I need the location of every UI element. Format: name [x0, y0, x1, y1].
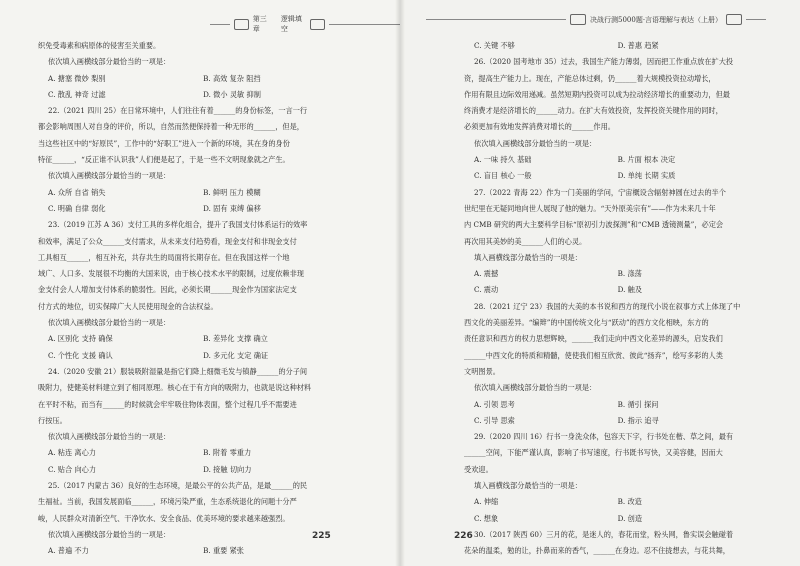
answer-options-row	[464, 511, 784, 527]
question-text: 26.（2020 国考地市 35）过去，我国生产能力薄弱，因而把工作重点放在扩大投	[474, 57, 734, 67]
question-prompt: 依次填入画横线部分最恰当的一项是：	[48, 171, 171, 181]
answer-option: D. 微小 灵敏 抑制	[203, 89, 261, 99]
header-ornament-icon	[310, 19, 325, 30]
answer-options-row	[38, 348, 382, 364]
question-prompt: 依次填入画横线部分最恰当的一项是：	[48, 432, 171, 442]
answer-option: A. 众所 自省 销失	[48, 187, 106, 197]
answer-options-row	[38, 185, 382, 201]
body-text-line: 工具相互______，相互补充，共存共生的局面将长期存在。但在我国这样一个地	[38, 252, 290, 262]
answer-option: C. 个性化 支援 确认	[48, 350, 113, 360]
answer-option: D. 普惠 趋紧	[617, 41, 659, 50]
body-text-line: 作用有限且边际效用递减。虽然短期内投资可以成为拉动经济增长的重要动力，但最	[464, 89, 730, 99]
answer-options-row	[464, 266, 784, 282]
body-text-line: 吸附力，使健美材料建立到了相同原理。核心在于有方向的吸附力，也就是说这种材料	[38, 383, 312, 393]
answer-options-row	[464, 38, 784, 54]
answer-option: D. 指示 追寻	[617, 415, 659, 425]
answer-option: D. 单纯 长期 实质	[617, 171, 676, 181]
answer-option: A. 普遍 不力	[48, 546, 89, 556]
header-rule	[210, 24, 230, 25]
body-text-line: 内 CMB 研究的两大主要科学目标“原初引力波探测”和“CMB 透镜测量”，必定会	[464, 220, 724, 230]
answer-options-row	[464, 282, 784, 298]
question-text: 28.（2021 辽宁 23）我国的大美的本书说和西方的现代小说在叙事方式上体现了中	[474, 301, 741, 311]
question-prompt: 依次填入画横线部分最恰当的一项是：	[474, 383, 597, 393]
answer-option: D. 多元化 支定 确证	[203, 350, 269, 360]
answer-option: A. 引领 思考	[474, 399, 515, 409]
answer-options-row	[38, 445, 382, 461]
header-ornament-icon	[726, 14, 742, 25]
question-text: 29.（2020 四川 16）行书一身洗众体，包容天下字，行书处在楷、草之间，最有	[474, 432, 734, 442]
body-text-line: 织免受毒素和病原体的侵害至关重要。	[38, 41, 161, 50]
answer-options-row	[464, 152, 784, 168]
question-text: 24.（2020 安徽 21）服装吸附湿量是指它们降上细微毛发与镇静______的分子间	[48, 366, 308, 376]
header-rule	[329, 24, 400, 25]
answer-option: B. 改造	[617, 497, 642, 507]
answer-option: B. 鲜明 压力 模糊	[203, 187, 261, 197]
answer-option: A. 搪塞 微妙 梨别	[48, 73, 106, 83]
answer-option: A. 一味 持久 基础	[474, 155, 532, 165]
question-text: 25.（2017 内蒙古 36）良好的生态环境，是最公平的公共产品，是最______的民	[48, 481, 308, 491]
answer-option: B. 循引 探问	[617, 399, 659, 409]
body-text-line: 受欢迎。	[464, 464, 493, 474]
answer-option: C. 散乱 神奇 过滤	[48, 89, 106, 99]
question-prompt: 填入画横线部分最恰当的一项是：	[474, 481, 582, 491]
right-page-text	[464, 38, 784, 560]
body-text-line: 文明图景。	[464, 366, 500, 376]
body-text-line: 都会影响周围人对自身的评价，所以，自然而然便保持着一种无形的______，但是，	[38, 122, 304, 132]
answer-option: C. 盲目 核心 一般	[474, 171, 532, 181]
question-prompt: 依次填入画横线部分最恰当的一项是：	[48, 318, 171, 328]
answer-options-row	[38, 71, 382, 87]
body-text-line: 当这些社区中的“好原民”，工作中的“好职工”进入一个新的环境，其在身的身份	[38, 138, 290, 148]
body-text-line: 生福祉。当前，我国发展面临______，环境污染严重，生态系统退化的问题十分严	[38, 497, 297, 507]
answer-option: B. 高效 复杂 阻挡	[203, 73, 261, 83]
answer-option: D. 接触 切向力	[203, 464, 252, 474]
answer-options-row	[38, 543, 382, 559]
header-rule	[746, 19, 766, 20]
body-text-line: 世纪里在无疑同地向世人展现了他的魅力。“天外原美宗有”——作为未来几十年	[464, 203, 716, 213]
body-text-line: 金支付会人人增加支付体系的脆弱性。因此，必须长期______现金作为国家法定支	[38, 285, 297, 295]
body-text-line: 责任意识和西方的权力思想辉映，______我们走向中西文化差异的源头，启发我们	[464, 334, 723, 344]
answer-option: C. 震动	[474, 285, 499, 295]
body-text-line: 在平时不粘，而当有______的时候就会牢牢吸住物体表面，整个过程几乎不需要进	[38, 399, 297, 409]
page-number: 225	[312, 531, 331, 541]
chapter-title: 逻辑填空	[280, 15, 302, 33]
answer-options-row	[464, 413, 784, 429]
answer-options-row	[464, 494, 784, 510]
answer-option: D. 创造	[617, 513, 643, 523]
header-ornament-icon	[234, 19, 249, 30]
answer-options-row	[38, 201, 382, 217]
answer-options-row	[38, 331, 382, 347]
body-text-line: 西文化的美丽差异。“编辫”的中国传统文化与“跃动”的西方文化相映，东方的	[464, 318, 709, 328]
answer-option: C. 想象	[474, 513, 499, 523]
body-text-line: 再次用其美妙的美______人们的心灵。	[464, 236, 587, 246]
right-page-header	[426, 14, 766, 25]
left-page-header	[210, 14, 400, 34]
chapter-label: 第三章	[252, 15, 267, 33]
body-text-line: 特征______，“反正谁不认识我”人们便是起了，于是一些不文明现象就之产生。	[38, 155, 290, 165]
answer-options-row	[38, 87, 382, 103]
body-text-line: 行按压。	[38, 415, 67, 425]
body-text-line: 资，提高生产能力上。现在，产能总体过剩，仍______着大规模投资拉动增长，	[464, 73, 716, 83]
body-text-line: ______空间，下能严谨认真，影响了书写速度，行书既书写快，又美容健，因而大	[464, 448, 723, 458]
body-text-line: 必须更加有效地发挥消费对增长的______作用。	[464, 122, 615, 132]
right-page	[400, 0, 800, 566]
answer-option: C. 明确 自律 弱化	[48, 203, 106, 213]
question-prompt: 依次填入画横线部分最恰当的一项是：	[48, 529, 171, 539]
body-text-line: 付方式的地位，切实保障广大人民使用现金的合法权益。	[38, 301, 218, 311]
question-prompt: 填入画横线部分最恰当的一项是：	[474, 252, 582, 262]
answer-option: C. 关键 不够	[474, 41, 515, 50]
left-page-text	[38, 38, 382, 560]
answer-option: B. 重要 紧张	[203, 546, 244, 556]
question-text: 30.（2017 陕西 60）三月的花，是迷人的，春花而堂，粉头网，鲁实误会触碰着	[474, 529, 734, 539]
answer-option: C. 引导 思索	[474, 415, 515, 425]
answer-option: B. 片面 根本 决定	[617, 155, 676, 165]
answer-option: A. 粘连 离心力	[48, 448, 96, 458]
answer-options-row	[464, 168, 784, 184]
answer-option: C. 贴合 向心力	[48, 464, 97, 474]
book-gutter	[395, 0, 405, 566]
header-ornament-icon	[570, 14, 586, 25]
body-text-line: 花朵的温柔，勉的让，扑鼻而来的香气，______在身边。忍不住拢想去，与花共舞，	[464, 546, 730, 556]
question-text: 23.（2019 江苏 A 36）支付工具的多样化组合，提升了我国支付体系运行的效率	[48, 220, 308, 230]
answer-option: A. 区别化 支持 确保	[48, 334, 113, 344]
question-prompt: 依次填入画横线部分最恰当的一项是：	[48, 57, 171, 67]
answer-options-row	[464, 397, 784, 413]
book-title: 决战行测5000题·言语理解与表达（上册）	[590, 15, 723, 24]
question-text: 22.（2021 四川 25）在日常环境中，人们往往有着______的身份标签，一言一行	[48, 106, 308, 116]
answer-option: B. 差异化 支撑 确立	[203, 334, 268, 344]
answer-option: D. 触及	[617, 285, 643, 295]
answer-option: A. 震撼	[474, 269, 499, 279]
answer-option: B. 涤荡	[617, 269, 642, 279]
answer-options-row	[38, 462, 382, 478]
body-text-line: 域广、人口多、发展很不均衡的大国来说，由于核心技术水平的限制，过度依赖非现	[38, 269, 304, 279]
answer-option: B. 附着 零重力	[203, 448, 252, 458]
answer-option: D. 固有 束缚 偏移	[203, 203, 261, 213]
body-text-line: ______中西文化的特质和精髓，使使我们相互欣赏、彼此“扬弃”，绘写多彩的人类	[464, 350, 723, 360]
question-prompt: 依次填入画横线部分最恰当的一项是：	[474, 138, 597, 148]
question-text: 27.（2022 青海 22）作为一门美丽的学问，宁宙概设含辐射神圆在过去的半个	[474, 187, 726, 197]
page-number: 226	[454, 531, 473, 541]
body-text-line: 和效率，满足了公众______支付需求，从未来支付趋势看，现金支付和非现金支付	[38, 236, 297, 246]
body-text-line: 终消费才是经济增长的______动力。在扩大有效投资，发挥投资关键作用的同时，	[464, 106, 723, 116]
body-text-line: 峻，人民群众对清新空气、干净饮水、安全食品、优美环境的要求越来越强烈。	[38, 513, 290, 523]
header-rule	[426, 19, 566, 20]
answer-option: A. 伸缩	[474, 497, 499, 507]
